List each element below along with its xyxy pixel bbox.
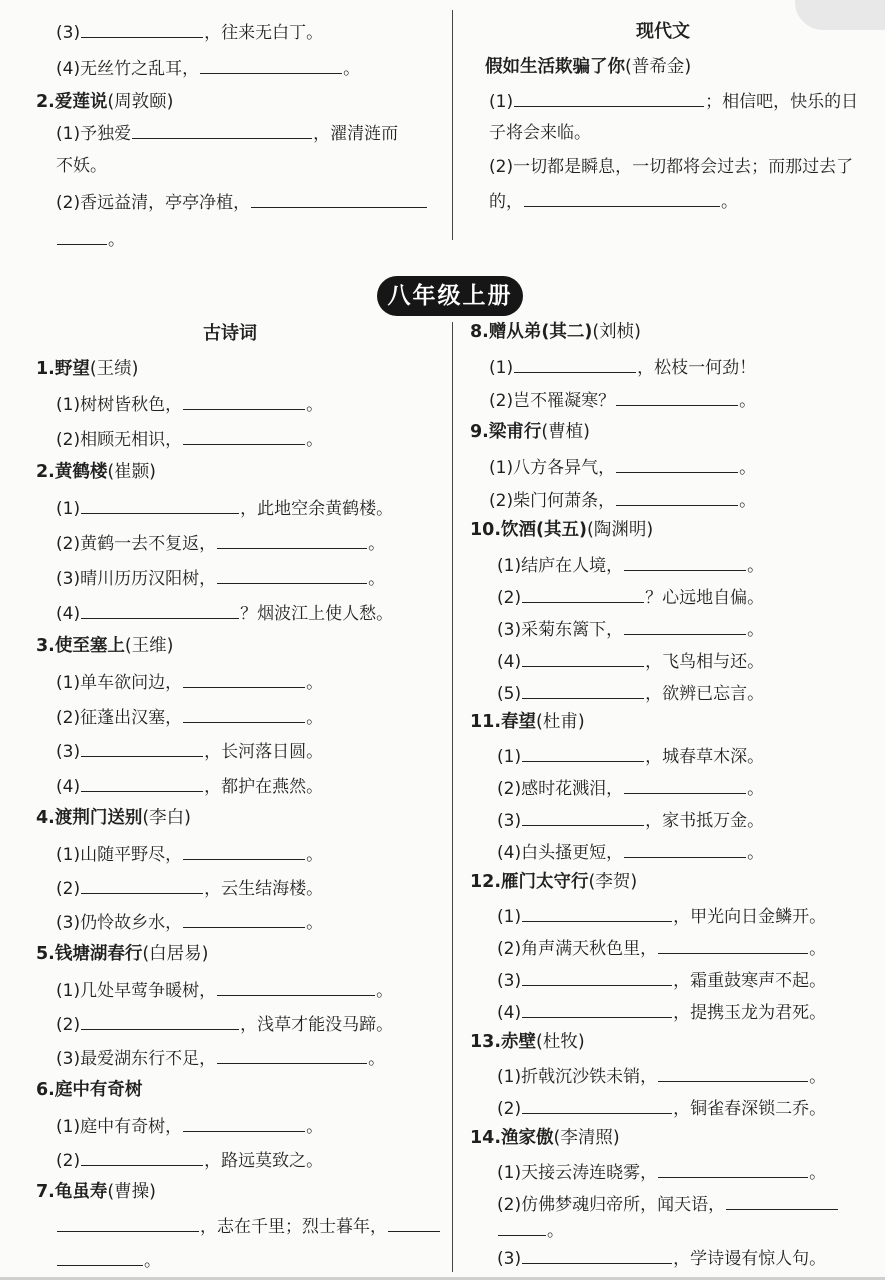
poem-title: 饮酒(其五) <box>501 520 588 540</box>
blank-line: (1) ，甲光向日金鳞开。 <box>497 904 826 929</box>
text: ，往来无白丁。 <box>204 23 324 43</box>
answer-blank[interactable] <box>624 776 746 794</box>
blank-line: (1) ，城春草木深。 <box>497 744 764 769</box>
answer-blank[interactable] <box>658 1064 808 1082</box>
poem-title: 假如生活欺骗了你 <box>485 57 625 77</box>
poem-author: (普希金) <box>625 57 692 77</box>
blank-line: (1) ，松枝一何劲！ <box>489 355 756 380</box>
blank-line: (3)仍怜故乡水， 。 <box>56 910 323 935</box>
blank-line: (1)八方各异气， 。 <box>489 455 756 480</box>
blank-line: (2) ，铜雀春深锁二乔。 <box>497 1096 826 1121</box>
answer-blank[interactable] <box>624 553 746 571</box>
blank-line: (4) ？烟波江上使人愁。 <box>56 601 393 626</box>
answer-blank[interactable] <box>183 842 305 860</box>
answer-blank[interactable] <box>81 1012 239 1030</box>
answer-blank[interactable] <box>522 1246 672 1264</box>
blank-line: (4) ，飞鸟相与还。 <box>497 649 764 674</box>
poem-author: (李清照) <box>553 1128 620 1148</box>
blank-line: (1) ，此地空余黄鹤楼。 <box>56 496 393 521</box>
blank-line: (1)几处早莺争暖树， 。 <box>56 978 393 1003</box>
answer-blank[interactable] <box>524 189 720 207</box>
answer-blank[interactable] <box>183 670 305 688</box>
answer-blank[interactable] <box>514 355 636 373</box>
grade-banner: 八年级上册 <box>377 276 523 316</box>
poem-title: 春望 <box>501 712 537 732</box>
blank-line: (3)晴川历历汉阳树， 。 <box>56 566 385 591</box>
blank-line: (3) ，长河落日圆。 <box>56 739 323 764</box>
poem-author: (李贺) <box>588 872 638 892</box>
blank-line: (1)天接云涛连晓雾， 。 <box>497 1160 826 1185</box>
poem-heading-aileanshuo <box>36 90 173 114</box>
blank-line: (4)白头搔更短， 。 <box>497 840 764 865</box>
line-tr-1 <box>489 89 858 114</box>
blank-line: (2)岂不罹凝寒？ 。 <box>489 388 756 413</box>
answer-blank[interactable] <box>514 89 704 107</box>
text: (2)香远益清，亭亭净植， <box>56 193 251 213</box>
answer-blank[interactable] <box>388 1214 440 1232</box>
poem-title: 赠从弟(其二) <box>488 322 593 342</box>
blank-line-cont: 。 <box>497 1218 564 1243</box>
answer-blank[interactable] <box>658 936 808 954</box>
poem-heading: 12.雁门太守行(李贺) <box>470 872 638 892</box>
poem-title: 庭中有奇树 <box>54 1080 143 1100</box>
text: (1) <box>489 92 514 112</box>
blank-line: (2)征蓬出汉塞， 。 <box>56 705 323 730</box>
poem-heading: 10.饮酒(其五)(陶渊明) <box>470 520 654 540</box>
poem-heading: 6.庭中有奇树 <box>36 1080 143 1100</box>
answer-blank[interactable] <box>81 774 203 792</box>
answer-blank[interactable] <box>217 1046 367 1064</box>
text: ；相信吧，快乐的日 <box>705 92 859 112</box>
answer-blank[interactable] <box>522 649 644 667</box>
answer-blank[interactable] <box>81 876 203 894</box>
blank-line: (2)黄鹤一去不复返， 。 <box>56 531 385 556</box>
poem-title: 渡荆门送别 <box>54 808 143 828</box>
line-tr-1-cont: 子将会来临。 <box>489 123 591 143</box>
poem-heading: 8.赠从弟(其二)(刘桢) <box>470 322 641 342</box>
text: 。 <box>343 59 361 79</box>
section-title-poetry: 古诗词 <box>203 323 257 344</box>
poem-heading: 14.渔家傲(李清照) <box>470 1128 620 1148</box>
blank-line: (3)最爱湖东行不足， 。 <box>56 1046 385 1071</box>
answer-blank[interactable] <box>522 808 644 826</box>
answer-blank[interactable] <box>217 531 367 549</box>
poem-heading: 5.钱塘湖春行(白居易) <box>36 944 209 964</box>
poem-author: (杜甫) <box>536 712 585 732</box>
answer-blank[interactable] <box>57 1248 143 1266</box>
answer-blank[interactable] <box>616 455 738 473</box>
blank-line: (4) ，提携玉龙为君死。 <box>497 1000 826 1025</box>
answer-blank[interactable] <box>498 1218 546 1236</box>
text: (1)予独爱 <box>56 124 132 144</box>
poem-heading: 7.龟虽寿(曹操) <box>36 1182 156 1202</box>
answer-blank[interactable] <box>251 190 427 208</box>
line-tl-s2-2 <box>56 190 428 215</box>
line-tr-2: (2)一切都是瞬息，一切都将会过去；而那过去了 <box>489 157 854 177</box>
column-divider-top <box>452 10 453 240</box>
answer-blank[interactable] <box>81 20 203 38</box>
line-tl-s2-2-cont <box>56 227 125 252</box>
blank-line: ，志在千里；烈士暮年， <box>56 1214 441 1239</box>
answer-blank[interactable] <box>183 910 305 928</box>
poem-author: (王维) <box>124 636 174 656</box>
answer-blank[interactable] <box>522 681 644 699</box>
answer-blank[interactable] <box>522 744 644 762</box>
column-divider-bottom <box>452 322 453 1272</box>
line-tl-s2-1-cont: 不妖。 <box>56 156 107 176</box>
poem-heading: 9.梁甫行(曹植) <box>470 422 590 442</box>
poem-title: 黄鹤楼 <box>54 462 108 482</box>
blank-line: (2)仿佛梦魂归帝所，闻天语， <box>497 1192 839 1217</box>
poem-title: 雁门太守行 <box>501 872 589 892</box>
text: (3) <box>56 23 81 43</box>
line-tr-2-cont <box>489 189 738 214</box>
poem-author: (曹植) <box>541 422 590 442</box>
section-title-modern: 现代文 <box>636 21 690 42</box>
blank-line: (1)结庐在人境， 。 <box>497 553 764 578</box>
answer-blank[interactable] <box>658 1160 808 1178</box>
answer-blank[interactable] <box>616 388 738 406</box>
poem-author: (杜牧) <box>536 1032 585 1052</box>
poem-title: 渔家傲 <box>501 1128 554 1148</box>
poem-title: 梁甫行 <box>488 422 542 442</box>
poem-author: (周敦颐) <box>107 92 174 112</box>
answer-blank[interactable] <box>200 56 342 74</box>
blank-line: (3)采菊东篱下， 。 <box>497 617 764 642</box>
blank-line: (3) ，家书抵万金。 <box>497 808 764 833</box>
answer-blank[interactable] <box>624 840 746 858</box>
answer-blank[interactable] <box>217 978 375 996</box>
answer-blank[interactable] <box>183 427 305 445</box>
line-tl-4 <box>56 56 360 81</box>
blank-line: (1)折戟沉沙铁未销， 。 <box>497 1064 826 1089</box>
poem-title: 爱莲说 <box>54 92 108 112</box>
blank-line: (2) ？心远地自偏。 <box>497 585 764 610</box>
answer-blank[interactable] <box>624 617 746 635</box>
answer-blank[interactable] <box>57 1214 199 1232</box>
poem-heading-pushkin <box>485 55 691 79</box>
blank-line: (1)庭中有奇树， 。 <box>56 1114 323 1139</box>
blank-line: (3) ，霜重鼓寒声不起。 <box>497 968 826 993</box>
text: (4)无丝竹之乱耳， <box>56 59 200 79</box>
poem-title: 龟虽寿 <box>54 1182 108 1202</box>
answer-blank[interactable] <box>726 1192 838 1210</box>
poem-heading: 2.黄鹤楼(崔颢) <box>36 462 156 482</box>
blank-line: (4) ，都护在燕然。 <box>56 774 323 799</box>
answer-blank[interactable] <box>183 705 305 723</box>
poem-heading: 3.使至塞上(王维) <box>36 636 174 656</box>
poem-author: (刘桢) <box>592 322 641 342</box>
blank-line: (2)相顾无相识， 。 <box>56 427 323 452</box>
blank-line: (2) ，云生结海楼。 <box>56 876 323 901</box>
answer-blank[interactable] <box>522 968 672 986</box>
blank-line: (1)树树皆秋色， 。 <box>56 392 323 417</box>
answer-blank[interactable] <box>522 1096 672 1114</box>
text: 。 <box>108 230 125 250</box>
answer-blank[interactable] <box>81 496 239 514</box>
poem-title: 使至塞上 <box>54 636 125 656</box>
text: 。 <box>721 192 738 212</box>
answer-blank[interactable] <box>522 585 644 603</box>
blank-line: (2)感时花溅泪， 。 <box>497 776 764 801</box>
poem-heading: 4.渡荆门送别(李白) <box>36 808 191 828</box>
text: 的， <box>489 192 523 212</box>
poem-author: (陶渊明) <box>587 520 654 540</box>
answer-blank[interactable] <box>183 1114 305 1132</box>
answer-blank[interactable] <box>183 392 305 410</box>
poem-heading: 1.野望(王绩) <box>36 359 139 379</box>
poem-author: (崔颢) <box>107 462 156 482</box>
blank-line: 。 <box>56 1248 161 1273</box>
poem-title: 赤壁 <box>501 1032 537 1052</box>
poem-number: 2. <box>36 92 55 112</box>
blank-line: (2) ，路远莫致之。 <box>56 1148 323 1173</box>
poem-author: (曹操) <box>107 1182 156 1202</box>
poem-author: (李白) <box>142 808 191 828</box>
answer-blank[interactable] <box>57 227 107 245</box>
poem-author: (王绩) <box>89 359 139 379</box>
blank-line: (1)单车欲问边， 。 <box>56 670 323 695</box>
answer-blank[interactable] <box>81 1148 203 1166</box>
answer-blank[interactable] <box>616 488 738 506</box>
answer-blank[interactable] <box>81 739 203 757</box>
blank-line: (2)柴门何萧条， 。 <box>489 488 756 513</box>
poem-title: 野望 <box>54 359 90 379</box>
answer-blank[interactable] <box>81 601 239 619</box>
blank-line: (1)山随平野尽， 。 <box>56 842 323 867</box>
poem-heading: 13.赤壁(杜牧) <box>470 1032 585 1052</box>
line-tl-3 <box>56 20 323 45</box>
answer-blank[interactable] <box>132 121 312 139</box>
line-tl-s2-1 <box>56 121 398 146</box>
poem-title: 钱塘湖春行 <box>54 944 143 964</box>
poem-heading: 11.春望(杜甫) <box>470 712 585 732</box>
answer-blank[interactable] <box>217 566 367 584</box>
answer-blank[interactable] <box>522 1000 672 1018</box>
blank-line: (2) ，浅草才能没马蹄。 <box>56 1012 393 1037</box>
blank-line: (2)角声满天秋色里， 。 <box>497 936 826 961</box>
blank-line: (3) ，学诗谩有惊人句。 <box>497 1246 826 1271</box>
text: ，濯清涟而 <box>313 124 399 144</box>
poem-author: (白居易) <box>142 944 209 964</box>
blank-line: (5) ，欲辨已忘言。 <box>497 681 764 706</box>
answer-blank[interactable] <box>522 904 672 922</box>
